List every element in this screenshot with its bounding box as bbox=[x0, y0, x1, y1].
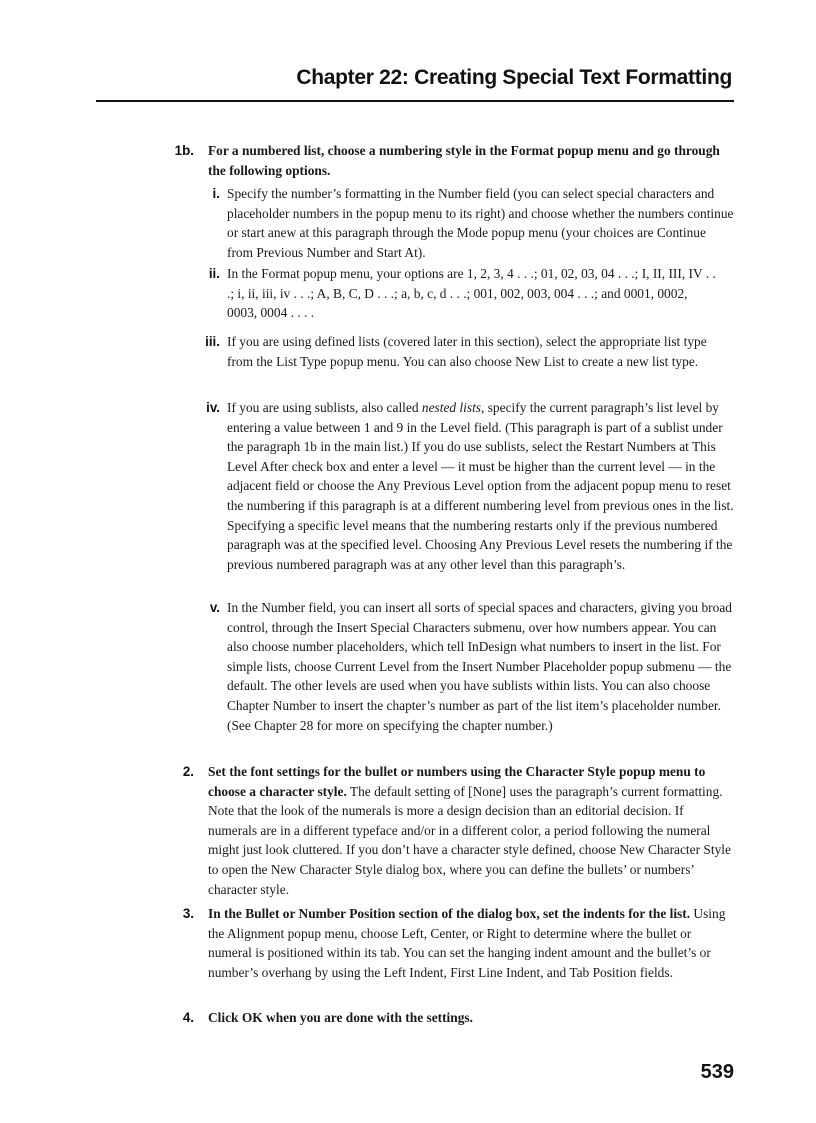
sub-item-text: Specify the number’s formatting in the Number field (you can select special characters and placeholder numbers in the popup menu to its right) and choose whether the numbers continue or start anew at this paragraph through the Mode popup menu (your choices are Continue from Previous Number and Start At). bbox=[227, 186, 734, 260]
list-number: 4. bbox=[182, 1010, 194, 1025]
sub-item-label: v. bbox=[209, 600, 220, 615]
sub-item-text: If you are using sublists, also called nested lists, specify the current paragraph’s list level by entering a value between 1 and 9 in the Level field. (This paragraph is part of a sublist under the paragraph 1b in the main list.) If you do use sublists, select the Restart Numbers at This Level After check box and enter a level — it must be higher than the current level — in the adjacent field or choose the Any Previous Level option from the adjacent popup menu to reset the numbering if this paragraph is at a different numbering level from previous ones in the list. Specifying a specific level means that the numbering restarts only if the previous numbered paragraph was at the specified level. Choosing Any Previous Level resets the numbering if the previous numbered paragraph was at any other level than this paragraph’s. bbox=[227, 400, 734, 572]
sub-item-label: iii. bbox=[205, 334, 220, 349]
sub-item-label: i. bbox=[212, 186, 220, 201]
page-number: 539 bbox=[700, 1061, 734, 1083]
list-item-text: Set the font settings for the bullet or numbers using the Character Style popup menu to choose a character style. The default setting of [None] uses the paragraph’s current formatting. Note that the look of the numerals is more a design decision than an editorial decision. If numerals are in a different typeface and/or in a different color, a period following the numeral might just look cluttered. If you don’t have a character style defined, choose New Character Style to open the New Character Style dialog box, where you can define the bullets’ or numbers’ character style. bbox=[208, 764, 731, 897]
list-item-text: Click OK when you are done with the settings. bbox=[208, 1010, 473, 1025]
sub-item-label: ii. bbox=[208, 266, 220, 281]
list-item-text: For a numbered list, choose a numbering style in the Format popup menu and go through the following options. bbox=[208, 143, 720, 178]
sub-item-text: If you are using defined lists (covered later in this section), select the appropriate list type from the List Type popup menu. You can also choose New List to create a new list type. bbox=[227, 334, 707, 369]
list-item-text: In the Bullet or Number Position section of the dialog box, set the indents for the list. Using the Alignment popup menu, choose Left, Center, or Right to determine where the bullet or numeral is positioned within its tab. You can set the hanging indent amount and the bullet’s or number’s overhang by using the Left Indent, First Line Indent, and Tab Position fields. bbox=[208, 906, 726, 980]
sub-item-text: In the Number field, you can insert all sorts of special spaces and characters, giving you broad control, through the Insert Special Characters submenu, over how numbers appear. You can also choose number placeholders, which tell InDesign what numbers to insert in the list. For simple lists, choose Current Level from the Insert Number Placeholder popup submenu — the default. The other levels are used when you have sublists within lists. You can also choose Chapter Number to insert the chapter’s number as part of the list item’s placeholder number. (See Chapter 28 for more on specifying the chapter number.) bbox=[227, 600, 732, 733]
sub-item-text: In the Format popup menu, your options are 1, 2, 3, 4 . . .; 01, 02, 03, 04 . . .; I, II, III, IV . . .; i, ii, iii, iv . . .; A, B, C, D . . .; a, b, c, d . . .; 001, 002, 003, 004 . . .; and 0001, 0002, 0003, 0004 . . . . bbox=[227, 266, 716, 321]
chapter-title: Chapter 22: Creating Special Text Formatting bbox=[296, 66, 732, 89]
sub-item-label: iv. bbox=[206, 400, 220, 415]
running-header bbox=[96, 66, 734, 102]
list-number: 1b. bbox=[174, 143, 194, 158]
list-number: 3. bbox=[182, 906, 194, 921]
list-number: 2. bbox=[182, 764, 194, 779]
